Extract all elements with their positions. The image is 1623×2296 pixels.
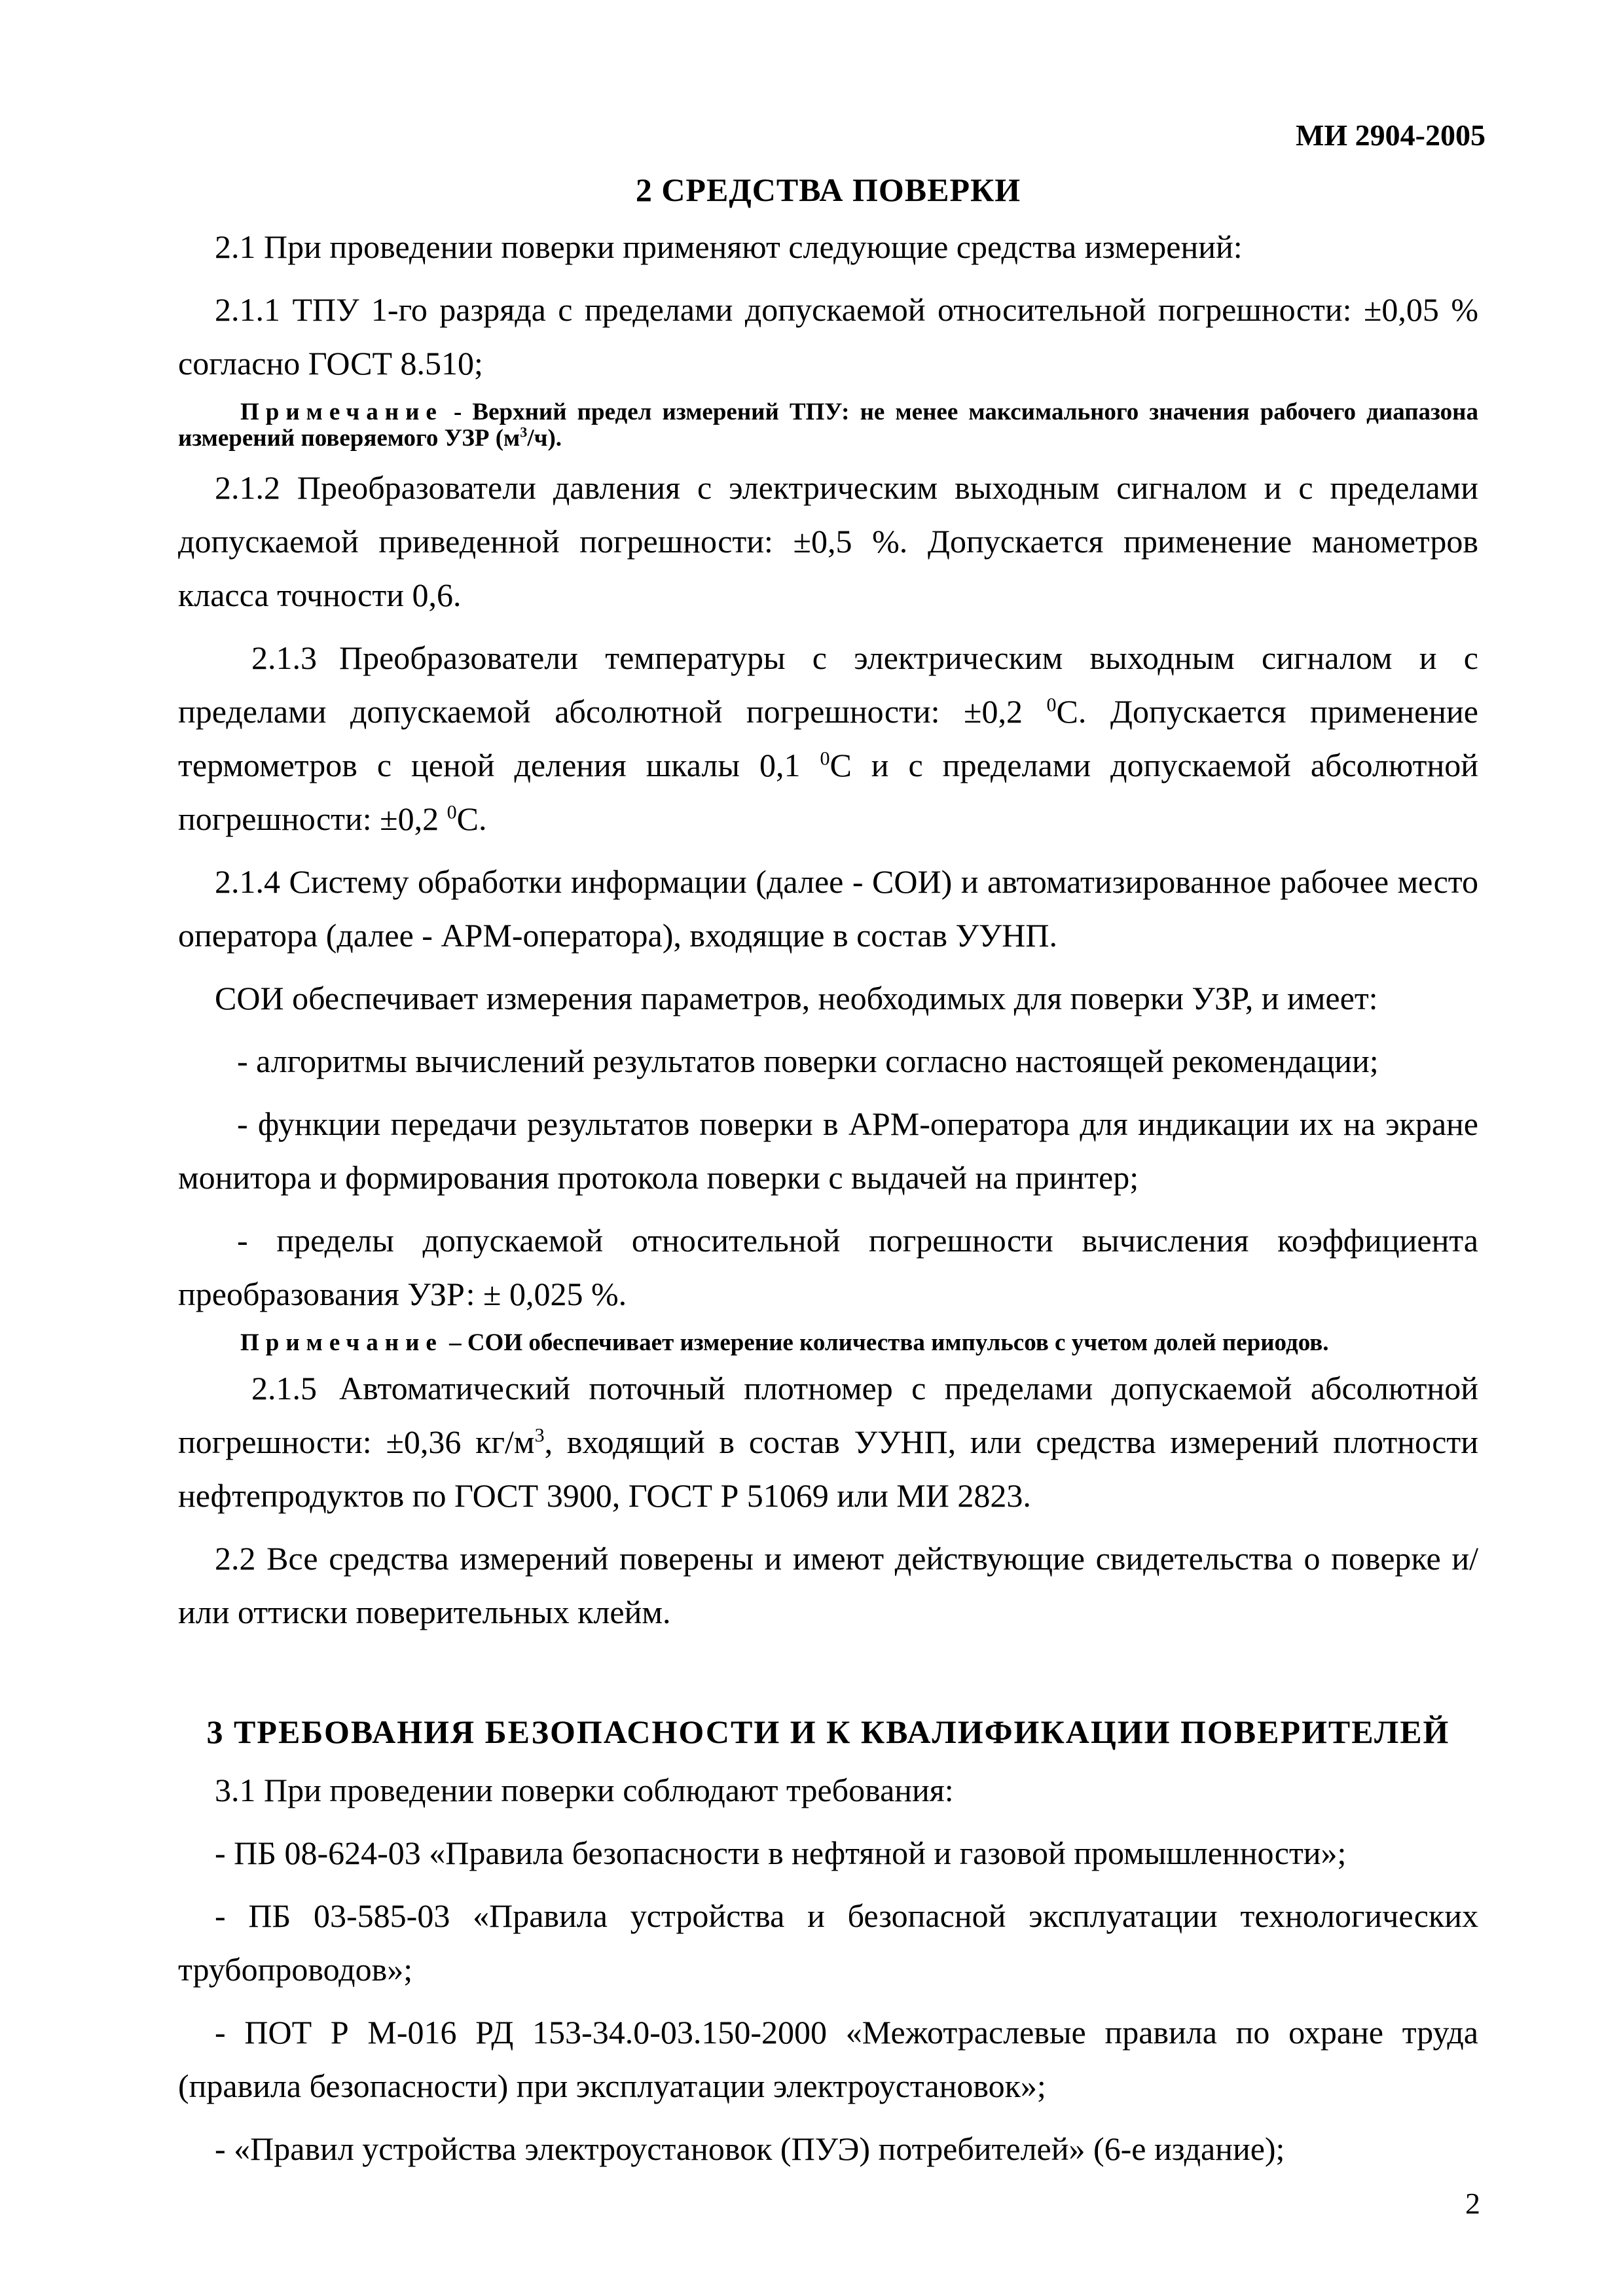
note-2-label: Примечание xyxy=(240,1329,443,1356)
paragraph-2-1-5-text-b: , входящий в состав УУНП, или средства измерений плотности нефтепродуктов по ГОСТ 3900, ГОСТ Р 51069 или МИ 2823. xyxy=(178,1424,1478,1514)
requirement-item-2: - ПБ 03-585-03 «Правила устройства и безопасной эксплуатации технологических трубопроводов»; xyxy=(178,1897,1478,1988)
degree-superscript: 0 xyxy=(820,747,830,770)
degree-superscript: 0 xyxy=(447,801,457,823)
section-3-title: 3 ТРЕБОВАНИЯ БЕЗОПАСНОСТИ И К КВАЛИФИКАЦИИ ПОВЕРИТЕЛЕЙ xyxy=(206,1713,1450,1750)
paragraph-3-1: 3.1 При проведении поверки соблюдают требования: xyxy=(215,1772,954,1808)
note-1-text-end: /ч). xyxy=(527,425,562,452)
paragraph-2-1: 2.1 При проведении поверки применяют следующие средства измерений: xyxy=(215,228,1243,265)
note-1 xyxy=(178,399,1478,452)
soi-item-2: - функции передачи результатов поверки в АРМ-оператора для индикации их на экране монитора и формирования протокола поверки с выдачей на принтер; xyxy=(178,1105,1478,1196)
paragraph-2-1-5-number: 2.1.5 xyxy=(251,1370,317,1407)
soi-item-3: - пределы допускаемой относительной погрешности вычисления коэффициента преобразования УЗР: ± 0,025 %. xyxy=(178,1222,1478,1312)
paragraph-2-1-3 xyxy=(178,631,1478,846)
requirement-item-3: - ПОТ Р М-016 РД 153-34.0-03.150-2000 «Межотраслевые правила по охране труда (правила безопасности) при эксплуатации электроустановок»; xyxy=(178,2014,1478,2104)
note-2-text: – СОИ обеспечивает измерение количества импульсов с учетом долей периодов. xyxy=(443,1329,1329,1356)
requirement-item-4: - «Правил устройства электроустановок (ПУЭ) потребителей» (6-е издание); xyxy=(215,2130,1285,2167)
page-number: 2 xyxy=(1465,2187,1480,2220)
document-code: МИ 2904-2005 xyxy=(1295,118,1486,152)
paragraph-2-1-3-text-a: Преобразователи температуры с электрическим выходным сигналом и с пределами допускаемой абсолютной погрешности: ±0,2 xyxy=(178,639,1478,730)
paragraph-2-1-2: 2.1.2 Преобразователи давления с электрическим выходным сигналом и с пределами допускаемой приведенной погрешности: ±0,5 %. Допускается применение манометров класса точности 0,6. xyxy=(178,469,1478,613)
paragraph-2-1-3-text-c: С и с пределами допускаемой абсолютной погрешности: ±0,2 xyxy=(178,747,1478,837)
degree-superscript: 0 xyxy=(1046,694,1057,716)
paragraph-2-1-1: 2.1.1 ТПУ 1-го разряда с пределами допускаемой относительной погрешности: ±0,05 % согласно ГОСТ 8.510; xyxy=(178,291,1478,382)
paragraph-2-1-3-number: 2.1.3 xyxy=(251,639,317,676)
soi-item-1: - алгоритмы вычислений результатов поверки согласно настоящей рекомендации; xyxy=(237,1043,1379,1079)
paragraph-2-1-3-text-b: С. Допускается применение термометров с ценой деления шкалы 0,1 xyxy=(178,693,1479,783)
note-1-text: - Верхний предел измерений ТПУ: не менее максимального значения рабочего диапазона измерений поверяемого УЗР (м xyxy=(178,399,1478,452)
paragraph-2-1-5-text-a: Автоматический поточный плотномер с пределами допускаемой абсолютной погрешности: ±0,36 кг/м xyxy=(178,1370,1478,1460)
note-1-label: Примечание xyxy=(240,399,443,425)
paragraph-2-1-3-text-d: С. xyxy=(456,800,487,837)
section-2-title: 2 СРЕДСТВА ПОВЕРКИ xyxy=(635,171,1021,208)
document-body xyxy=(178,164,1478,2176)
note-1-superscript: 3 xyxy=(520,423,528,440)
soi-intro: СОИ обеспечивает измерения параметров, необходимых для поверки УЗР, и имеет: xyxy=(215,980,1378,1016)
requirement-item-1: - ПБ 08-624-03 «Правила безопасности в нефтяной и газовой промышленности»; xyxy=(215,1835,1347,1871)
paragraph-2-1-4: 2.1.4 Систему обработки информации (далее - СОИ) и автоматизированное рабочее место оператора (далее - АРМ-оператора), входящие в состав УУНП. xyxy=(178,863,1478,954)
cubic-superscript: 3 xyxy=(534,1424,545,1446)
note-2 xyxy=(178,1330,1478,1356)
paragraph-2-1-5 xyxy=(178,1361,1478,1522)
paragraph-2-2: 2.2 Все средства измерений поверены и имеют действующие свидетельства о поверке и/или оттиски поверительных клейм. xyxy=(178,1540,1478,1630)
